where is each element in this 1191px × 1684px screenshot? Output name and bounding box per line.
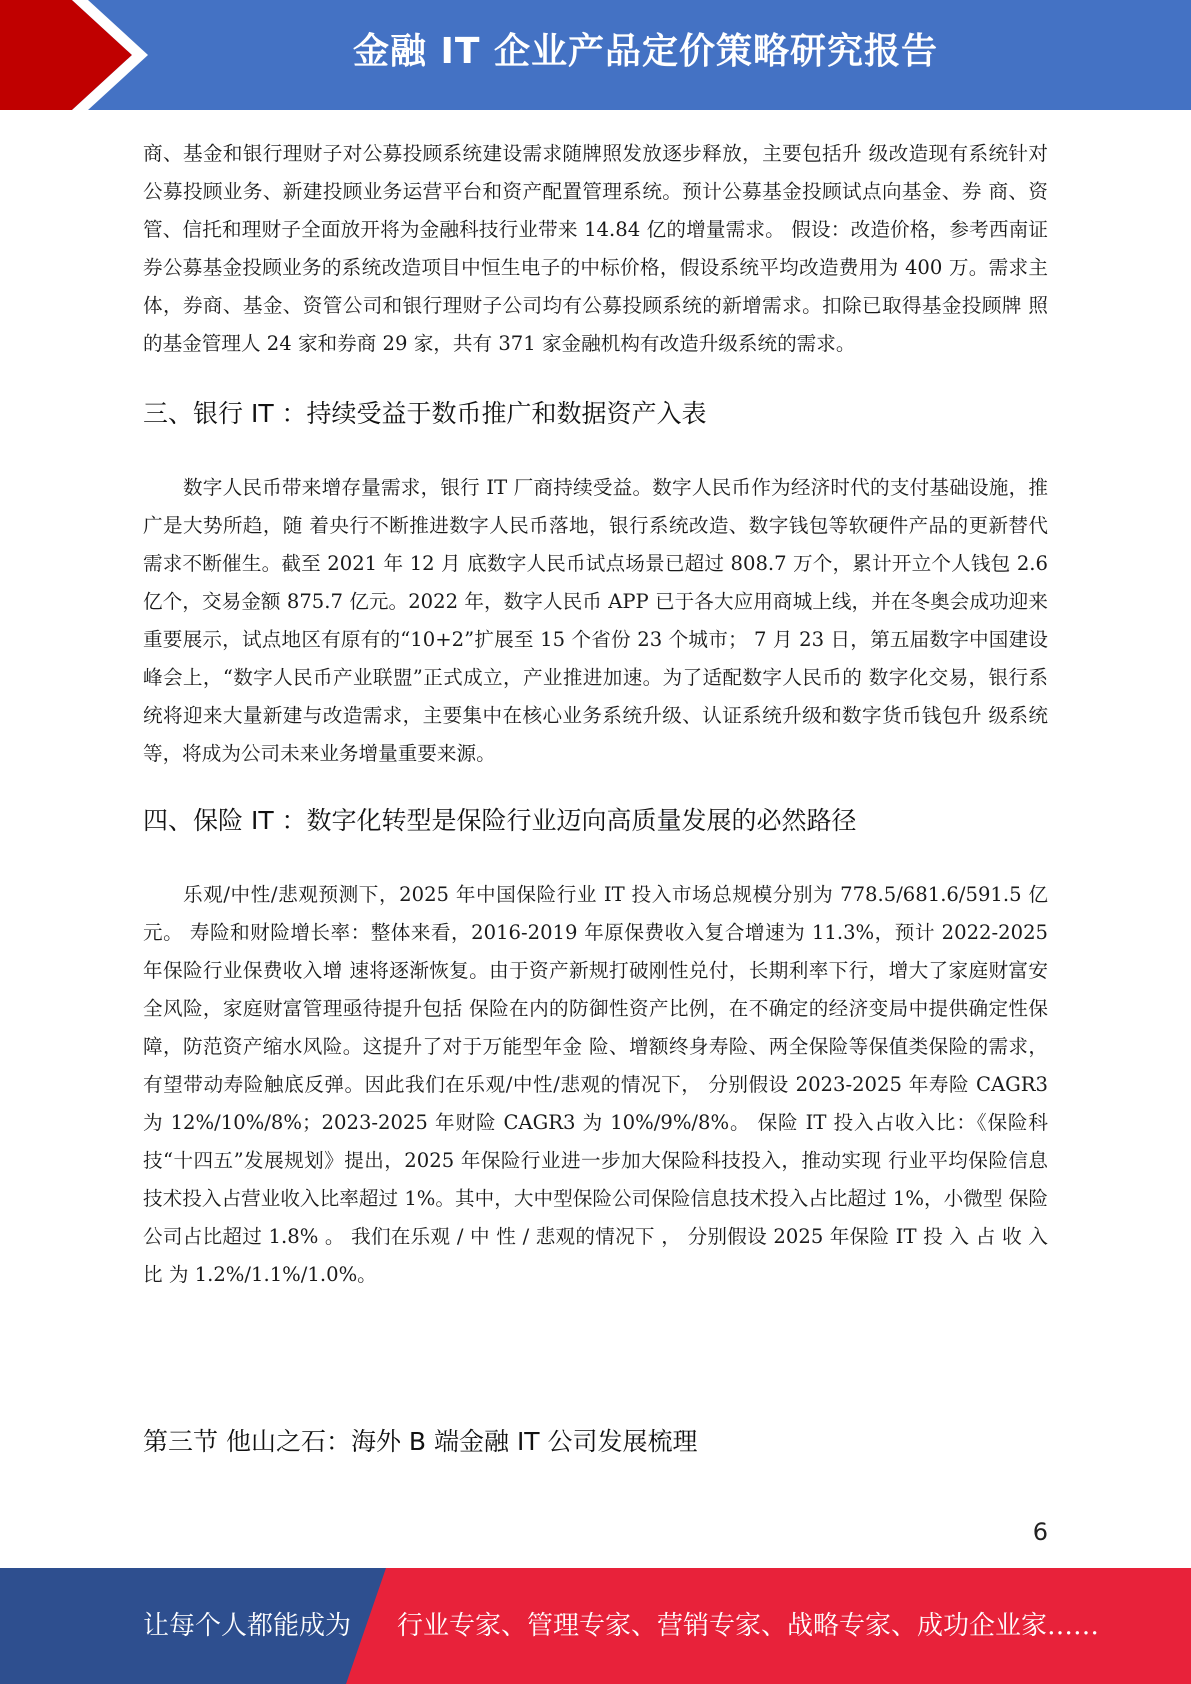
- footer-slogan-right: 行业专家、管理专家、营销专家、战略专家、成功企业家……: [397, 1611, 1100, 1641]
- footer-band: [0, 1568, 1191, 1684]
- section-title: 第三节 他山之石：海外 B 端金融 IT 公司发展梳理: [143, 1427, 698, 1456]
- page-number: 6: [1032, 1518, 1048, 1546]
- heading-insurance-it: 四、保险 IT ：数字化转型是保险行业迈向高质量发展的必然路径: [143, 806, 857, 835]
- paragraph-intro: 商、基金和银行理财子对公募投顾系统建设需求随牌照发放逐步释放，主要包括升 级改造现有系统针对公募投顾业务、新建投顾业务运营平台和资产配置管理系统。预计公募基金投顾试点向基金、券 商、资管、信托和理财子全面放开将为金融科技行业带来 14.84 亿的增量需求。 假设：改造价格，参考西南证券公募基金投顾业务的系统改造项目中恒生电子的中标价格，假设系统平均改造费用为 400 万。需求主体，券商、基金、资管公司和银行理财子公司均有公募投顾系统的新增需求。扣除已取得基金投顾牌 照的基金管理人 24 家和券商 29 家，共有 371 家金融机构有改造升级系统的需求。: [143, 142, 1048, 355]
- paragraph-bank-it: 数字人民币带来增存量需求，银行 IT 厂商持续受益。数字人民币作为经济时代的支付基础设施，推广是大势所趋，随 着央行不断推进数字人民币落地，银行系统改造、数字钱包等软硬件产品的更新替代需求不断催生。截至 2021 年 12 月 底数字人民币试点场景已超过 808.7 万个，累计开立个人钱包 2.6 亿个，交易金额 875.7 亿元。2022 年，数字人民币 APP 已于各大应用商城上线，并在冬奥会成功迎来重要展示，试点地区有原有的“10+2”扩展至 15 个省份 23 个城市； 7 月 23 日，第五届数字中国建设峰会上，“数字人民币产业联盟”正式成立，产业推进加速。为了适配数字人民币的 数字化交易，银行系统将迎来大量新建与改造需求，主要集中在核心业务系统升级、认证系统升级和数字货币钱包升 级系统等，将成为公司未来业务增量重要来源。: [143, 476, 1048, 765]
- main-content: [143, 135, 1048, 1294]
- paragraph-insurance-it: 乐观/中性/悲观预测下，2025 年中国保险行业 IT 投入市场总规模分别为 778.5/681.6/591.5 亿元。 寿险和财险增长率：整体来看，2016-2019 年原保费收入复合增速为 11.3%，预计 2022-2025 年保险行业保费收入增 速将逐渐恢复。由于资产新规打破刚性兑付，长期利率下行，增大了家庭财富安全风险，家庭财富管理亟待提升包括 保险在内的防御性资产比例，在不确定的经济变局中提供确定性保障，防范资产缩水风险。这提升了对于万能型年金 险、增额终身寿险、两全保险等保值类保险的需求，有望带动寿险触底反弹。因此我们在乐观/中性/悲观的情况下， 分别假设 2023-2025 年寿险 CAGR3 为 12%/10%/8%；2023-2025 年财险 CAGR3 为 10%/9%/8%。 保险 IT 投入占收入比：《保险科技“十四五”发展规划》提出，2025 年保险行业进一步加大保险科技投入，推动实现 行业平均保险信息技术投入占营业收入比率超过 1%。其中，大中型保险公司保险信息技术投入占比超过 1%，小微型 保险公司占比超过 1.8% 。 我们在乐观 / 中 性 / 悲观的情况下 ， 分别假设 2025 年保险 IT 投 入 占 收 入 比 为 1.2%/1.1%/1.0%。: [143, 883, 1048, 1286]
- header-band: [0, 0, 1191, 110]
- footer-slogan-left: 让每个人都能成为: [143, 1611, 352, 1641]
- header-arrow-decoration: [0, 0, 160, 110]
- report-title: 金融 IT 企业产品定价策略研究报告: [352, 31, 939, 72]
- heading-bank-it: 三、银行 IT ：持续受益于数币推广和数据资产入表: [143, 399, 707, 428]
